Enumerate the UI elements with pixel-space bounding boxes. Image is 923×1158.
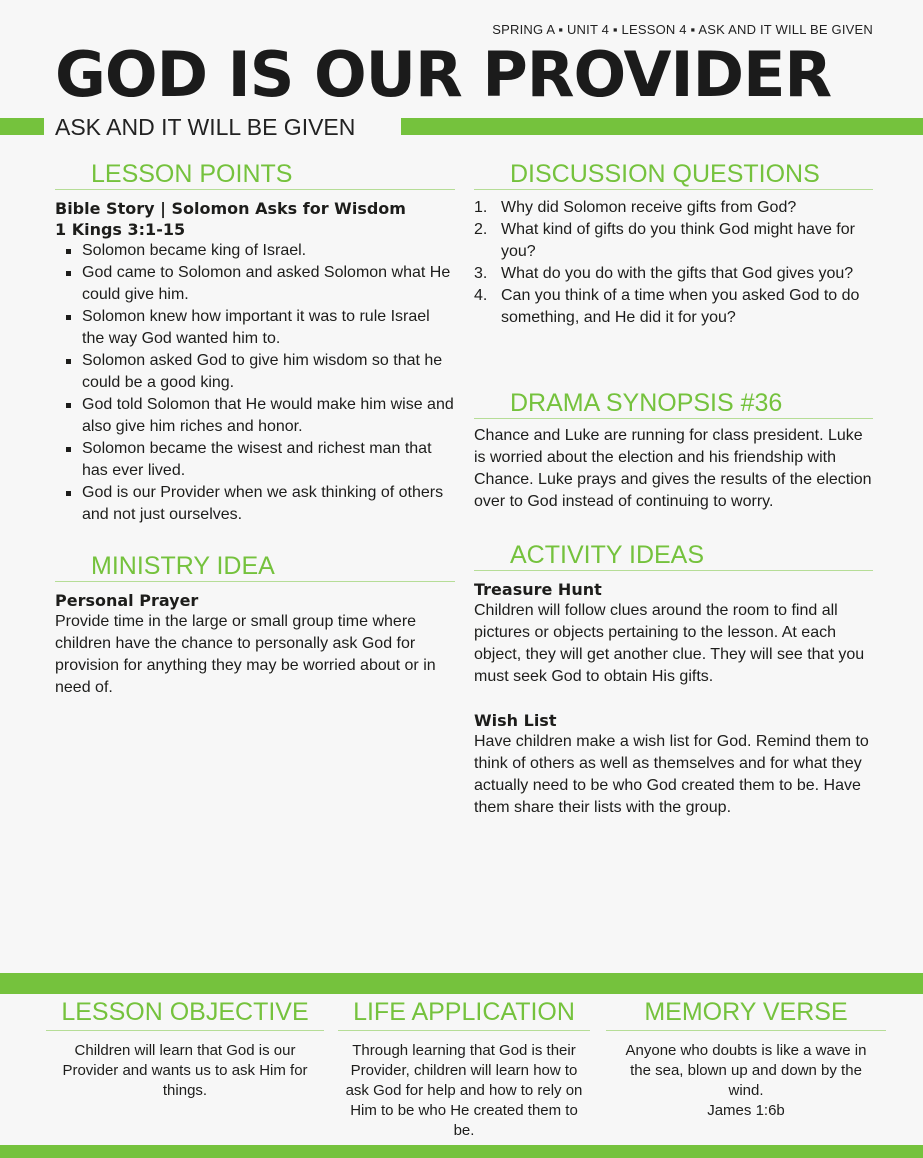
list-item: God is our Provider when we ask thinking of others and not just ourselves. xyxy=(55,482,455,526)
memory-verse-section xyxy=(606,998,886,1121)
discussion-section xyxy=(474,160,873,329)
page-subtitle: ASK AND IT WILL BE GIVEN xyxy=(55,114,371,141)
footer-bar-top xyxy=(0,973,923,994)
list-item: Solomon asked God to give him wisdom so that he could be a good king. xyxy=(55,350,455,394)
list-item: 1. Why did Solomon receive gifts from God? xyxy=(474,199,797,216)
activity-title: Wish List xyxy=(474,711,557,730)
ministry-idea-section xyxy=(55,552,455,699)
life-application-text: Through learning that God is their Provider, children will learn how to ask God for help and how to rely on Him to be who He created them to be. xyxy=(345,1042,583,1139)
list-item: Solomon knew how important it was to rule Israel the way God wanted him to. xyxy=(55,306,455,350)
discussion-list xyxy=(474,197,873,329)
activity-title: Treasure Hunt xyxy=(474,580,602,599)
footer-bar-bottom xyxy=(0,1145,923,1158)
drama-section xyxy=(474,389,873,513)
page-title: GOD IS OUR PROVIDER xyxy=(55,38,832,111)
lesson-points-section xyxy=(55,160,455,526)
memory-verse-text: Anyone who doubts is like a wave in the sea, blown up and down by the wind. xyxy=(625,1042,867,1099)
list-item: 2. What kind of gifts do you think God might have for you? xyxy=(474,221,855,260)
life-application-heading: LIFE APPLICATION xyxy=(338,998,590,1031)
lesson-points-list xyxy=(55,240,455,526)
lesson-objective-text: Children will learn that God is our Provider and wants us to ask Him for things. xyxy=(62,1042,308,1099)
bible-story-title: Bible Story | Solomon Asks for Wisdom xyxy=(55,199,406,218)
memory-verse-reference: James 1:6b xyxy=(707,1102,785,1119)
ministry-idea-title: Personal Prayer xyxy=(55,591,199,610)
list-item: God told Solomon that He would make him wise and also give him riches and honor. xyxy=(55,394,455,438)
list-item: 3. What do you do with the gifts that God gives you? xyxy=(474,265,854,282)
header-bar-right xyxy=(401,118,923,135)
bible-story-reference: 1 Kings 3:1-15 xyxy=(55,220,186,239)
activity-text: Children will follow clues around the room to find all pictures or objects pertaining to the lesson. At each object, they will get another clue. They will see that you must seek God to obtain His gifts. xyxy=(474,602,865,685)
header-bar-left xyxy=(0,118,44,135)
lesson-kicker: SPRING A ▪ UNIT 4 ▪ LESSON 4 ▪ ASK AND IT WILL BE GIVEN xyxy=(492,22,873,37)
list-item: Solomon became king of Israel. xyxy=(55,240,455,262)
drama-heading: DRAMA SYNOPSIS #36 xyxy=(474,392,873,419)
lesson-points-heading: LESSON POINTS xyxy=(55,163,455,190)
activity-heading: ACTIVITY IDEAS xyxy=(474,544,873,571)
lesson-objective-heading: LESSON OBJECTIVE xyxy=(46,998,324,1031)
list-item: 4. Can you think of a time when you asked God to do something, and He did it for you? xyxy=(474,287,860,326)
ministry-idea-heading: MINISTRY IDEA xyxy=(55,555,455,582)
discussion-heading: DISCUSSION QUESTIONS xyxy=(474,163,873,190)
life-application-section xyxy=(338,998,590,1141)
memory-verse-heading: MEMORY VERSE xyxy=(606,998,886,1031)
activity-text: Have children make a wish list for God. Remind them to think of others as well as themselves and for what they actually need to be who God created them to be. Have them share their lists with the group. xyxy=(474,733,869,816)
list-item: Solomon became the wisest and richest man that has ever lived. xyxy=(55,438,455,482)
ministry-idea-text: Provide time in the large or small group time where children have the chance to personally ask God for provision for anything they may be worried about or in need of. xyxy=(55,613,436,696)
lesson-objective-section xyxy=(46,998,324,1101)
list-item: God came to Solomon and asked Solomon what He could give him. xyxy=(55,262,455,306)
drama-text: Chance and Luke are running for class president. Luke is worried about the election and his friendship with Chance. Luke prays and gives the results of the election over to God instead of continuing to worry. xyxy=(474,427,872,510)
activity-section xyxy=(474,541,873,819)
